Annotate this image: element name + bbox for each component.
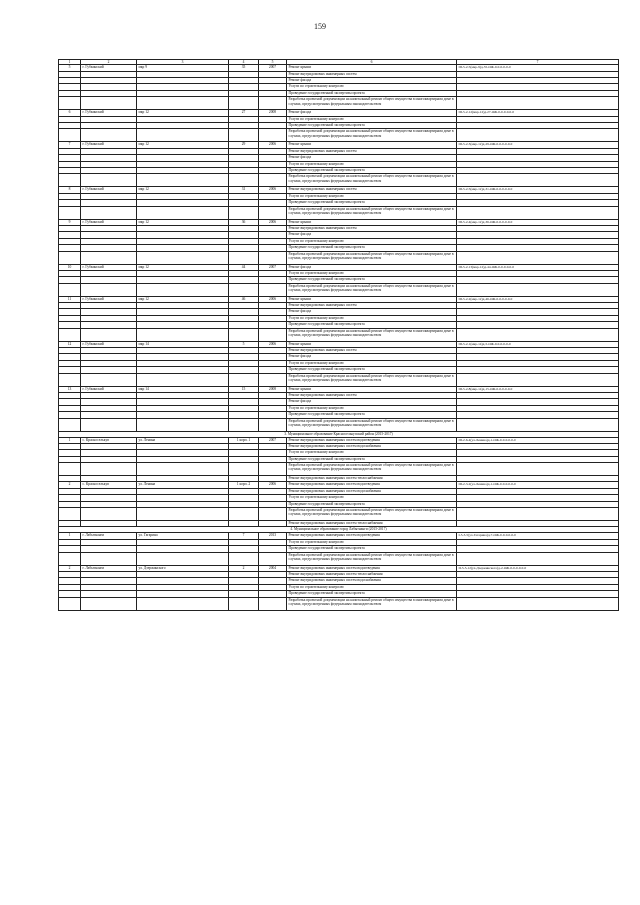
year-cell: 2004 [259, 565, 287, 571]
work-type-cell: Ремонт внутридомовых инженерных систем [287, 392, 457, 398]
street-cell: мкр 12 [137, 142, 229, 148]
work-type-cell: Ремонт внутридомовых инженерных систем водоснабжения [287, 578, 457, 584]
row-number: 13 [59, 386, 81, 392]
object-code-cell: III-5-2-4(мкр-12)д-36-ОЖ-0-0-0-0-0-0 [457, 219, 619, 225]
work-type-cell: Ремонт внутридомовых инженерных систем теплоснабжения [287, 521, 457, 527]
object-code-cell: III-5-2-1(мкр-14)д-5-ОЖ-0-0-0-0-0-0 [457, 341, 619, 347]
row-number: 2 [59, 565, 81, 571]
street-cell [137, 251, 229, 264]
house-cell [229, 328, 259, 341]
capital-repair-table [58, 59, 619, 611]
work-type-cell: Ремонт внутридомовых инженерных систем водоснабжения [287, 443, 457, 449]
work-type-cell: Ремонт внутридомовых инженерных систем теплоснабжения [287, 572, 457, 578]
work-type-cell: Разработка проектной документации на капитальный ремонт общего имущества в многоквартирном доме в случаях, предусмотренных федеральным законодательством [287, 283, 457, 296]
city-cell [81, 174, 137, 187]
section-title: 4. Муниципальное образование город Лабытнанги (2015-2017) [59, 527, 619, 533]
row-number [59, 328, 81, 341]
row-number [59, 508, 81, 521]
work-type-cell: Ремонт фасада [287, 264, 457, 270]
work-type-cell: Проведение государственной экспертизы проекта [287, 367, 457, 373]
work-type-cell: Разработка проектной документации на капитальный ремонт общего имущества в многоквартирном доме в случаях, предусмотренных федеральным законодательством [287, 174, 457, 187]
city-cell: г. Губкинский [81, 219, 137, 225]
page-number: 159 [314, 22, 326, 31]
year-cell: 2006 [259, 219, 287, 225]
street-cell: мкр 14 [137, 386, 229, 392]
city-cell: г. Лабытнанги [81, 533, 137, 539]
house-cell [229, 373, 259, 386]
city-cell [81, 251, 137, 264]
street-cell [137, 418, 229, 431]
building-number: корп. 1 [239, 437, 251, 442]
header-cell: 2 [81, 60, 137, 65]
house-number: 44 [241, 264, 246, 269]
house-number: 27 [241, 110, 246, 115]
year-cell: 2008 [259, 386, 287, 392]
year-cell: 2006 [259, 482, 287, 488]
house-cell [229, 283, 259, 296]
house-number: 5 [242, 341, 245, 346]
city-cell [81, 206, 137, 219]
work-type-cell: Ремонт внутридомовых инженерных систем [287, 148, 457, 154]
table-row [59, 508, 619, 521]
row-number [59, 418, 81, 431]
table-row [59, 283, 619, 296]
city-cell: г. Лабытнанги [81, 565, 137, 571]
year-cell: 2006 [259, 296, 287, 302]
house-cell [229, 97, 259, 110]
city-cell: г. Губкинский [81, 296, 137, 302]
object-code-cell [457, 129, 619, 142]
row-number: 12 [59, 341, 81, 347]
row-number: 7 [59, 142, 81, 148]
work-type-cell: Услуги по строительному контролю [287, 584, 457, 590]
house-cell [229, 129, 259, 142]
row-number: 11 [59, 296, 81, 302]
table-row [59, 97, 619, 110]
street-cell [137, 463, 229, 476]
year-cell [259, 251, 287, 264]
work-type-cell: Разработка проектной документации на капитальный ремонт общего имущества в многоквартирном доме в случаях, предусмотренных федеральным законодательством [287, 206, 457, 219]
work-type-cell: Услуги по строительному контролю [287, 360, 457, 366]
work-type-cell: Разработка проектной документации на капитальный ремонт общего имущества в многоквартирном доме в случаях, предусмотренных федеральным законодательством [287, 373, 457, 386]
work-type-cell: Разработка проектной документации на капитальный ремонт общего имущества в многоквартирном доме в случаях, предусмотренных федеральным законодательством [287, 97, 457, 110]
object-code-cell [457, 418, 619, 431]
work-type-cell: Ремонт внутридомовых инженерных систем водоотведения [287, 482, 457, 488]
street-cell [137, 552, 229, 565]
object-code-cell: II-5-5-12(ул-Дзержинского)д-2-ОЖ-0-0-0-0-0-0 [457, 565, 619, 571]
row-number [59, 129, 81, 142]
row-number: 1 [59, 533, 81, 539]
city-cell: с. Красноселькуп [81, 482, 137, 488]
work-type-cell: Ремонт внутридомовых инженерных систем [287, 303, 457, 309]
year-cell [259, 373, 287, 386]
work-type-cell: Ремонт крыши [287, 65, 457, 71]
header-cell: 3 [137, 60, 229, 65]
work-type-cell: Услуги по строительному контролю [287, 270, 457, 276]
street-cell: мкр 14 [137, 341, 229, 347]
object-code-cell: III-2-6-4(ул-Ленина)д-1-ОЖ-0-0-0-0-0-0 [457, 437, 619, 443]
row-number: 9 [59, 219, 81, 225]
street-cell [137, 129, 229, 142]
street-cell [137, 597, 229, 610]
object-code-cell [457, 552, 619, 565]
table-row [59, 206, 619, 219]
house-cell [229, 206, 259, 219]
city-cell [81, 508, 137, 521]
object-code-cell [457, 283, 619, 296]
house-number: 1 [236, 437, 239, 442]
work-type-cell: Разработка проектной документации на капитальный ремонт общего имущества в многоквартирном доме в случаях, предусмотренных федеральным законодательством [287, 418, 457, 431]
work-type-cell: Проведение государственной экспертизы проекта [287, 591, 457, 597]
city-cell [81, 283, 137, 296]
work-type-cell: Ремонт внутридомовых инженерных систем водоотведения [287, 533, 457, 539]
year-cell [259, 597, 287, 610]
row-number: 10 [59, 264, 81, 270]
street-cell: ул. Гагарина [137, 533, 229, 539]
street-cell: мкр 12 [137, 110, 229, 116]
house-number: 29 [241, 142, 246, 147]
house-cell [229, 251, 259, 264]
city-cell [81, 597, 137, 610]
work-type-cell: Услуги по строительному контролю [287, 84, 457, 90]
city-cell: г. Губкинский [81, 386, 137, 392]
table-row [59, 328, 619, 341]
row-number [59, 251, 81, 264]
house-cell [229, 597, 259, 610]
year-cell [259, 463, 287, 476]
row-number: 6 [59, 110, 81, 116]
house-number: 35 [241, 65, 246, 70]
work-type-cell: Услуги по строительному контролю [287, 450, 457, 456]
table-row [59, 597, 619, 610]
work-type-cell: Ремонт фасада [287, 78, 457, 84]
city-cell [81, 552, 137, 565]
city-cell: г. Губкинский [81, 187, 137, 193]
work-type-cell: Ремонт крыши [287, 386, 457, 392]
work-type-cell: Проведение государственной экспертизы проекта [287, 322, 457, 328]
work-type-cell: Разработка проектной документации на капитальный ремонт общего имущества в многоквартирном доме в случаях, предусмотренных федеральным законодательством [287, 129, 457, 142]
work-type-cell: Ремонт фасада [287, 155, 457, 161]
header-cell: 4 [229, 60, 259, 65]
row-number: 5 [59, 65, 81, 71]
object-code-cell: III-2-3-2(ул-Ленина)д-1-ОЖ-0-0-0-0-0-0 [457, 482, 619, 488]
row-number: 1 [59, 437, 81, 443]
row-number [59, 373, 81, 386]
row-number [59, 552, 81, 565]
work-type-cell: Ремонт крыши [287, 296, 457, 302]
object-code-cell: III-5-2-8(мкр-14)д-15-ОЖ-0-0-0-0-0-0 [457, 386, 619, 392]
house-cell [229, 552, 259, 565]
city-cell [81, 373, 137, 386]
work-type-cell: Услуги по строительному контролю [287, 193, 457, 199]
object-code-cell [457, 251, 619, 264]
street-cell: мкр 12 [137, 296, 229, 302]
city-cell [81, 328, 137, 341]
work-type-cell: Услуги по строительному контролю [287, 539, 457, 545]
work-type-cell: Ремонт внутридомовых инженерных систем [287, 348, 457, 354]
street-cell: мкр 12 [137, 219, 229, 225]
street-cell [137, 373, 229, 386]
work-type-cell: Проведение государственной экспертизы проекта [287, 546, 457, 552]
house-number: 15 [241, 386, 246, 391]
table-row [59, 373, 619, 386]
work-type-cell: Проведение государственной экспертизы проекта [287, 245, 457, 251]
work-type-cell: Разработка проектной документации на капитальный ремонт общего имущества в многоквартирном доме в случаях, предусмотренных федеральным законодательством [287, 552, 457, 565]
city-cell: г. Губкинский [81, 65, 137, 71]
street-cell [137, 206, 229, 219]
city-cell [81, 129, 137, 142]
object-code-cell [457, 97, 619, 110]
work-type-cell: Ремонт внутридомовых инженерных систем теплоснабжения [287, 476, 457, 482]
year-cell [259, 418, 287, 431]
object-code-cell [457, 463, 619, 476]
object-code-cell: III-5-2-2(мкр-12)д-46-ОЖ-0-0-0-0-0-0 [457, 296, 619, 302]
year-cell [259, 97, 287, 110]
work-type-cell: Услуги по строительному контролю [287, 495, 457, 501]
row-number [59, 97, 81, 110]
table-row [59, 129, 619, 142]
year-cell: 2006 [259, 187, 287, 193]
street-cell: мкр 12 [137, 187, 229, 193]
street-cell [137, 97, 229, 110]
house-number: 46 [241, 296, 246, 301]
object-code-cell: III-5-2-5(мкр-9)д-35-ОЖ-0-0-0-0-0-0 [457, 65, 619, 71]
house-cell [229, 418, 259, 431]
year-cell [259, 508, 287, 521]
work-type-cell: Ремонт фасада [287, 110, 457, 116]
work-type-cell: Разработка проектной документации на капитальный ремонт общего имущества в многоквартирном доме в случаях, предусмотренных федеральным законодательством [287, 597, 457, 610]
street-cell: мкр 9 [137, 65, 229, 71]
building-number: корп. 2 [239, 482, 251, 487]
object-code-cell: III-5-2-3(мкр-12)д-29-ОЖ-0-0-0-0-0-0 [457, 142, 619, 148]
year-cell [259, 328, 287, 341]
table-row [59, 552, 619, 565]
year-cell: 2006 [259, 341, 287, 347]
work-type-cell: Разработка проектной документации на капитальный ремонт общего имущества в многоквартирном доме в случаях, предусмотренных федеральным законодательством [287, 328, 457, 341]
year-cell: 2006 [259, 142, 287, 148]
city-cell: г. Губкинский [81, 110, 137, 116]
year-cell: 2007 [259, 65, 287, 71]
row-number: 2 [59, 482, 81, 488]
work-type-cell: Ремонт внутридомовых инженерных систем водоотведения [287, 565, 457, 571]
row-number [59, 597, 81, 610]
object-code-cell: III-5-2-12(мкр-12)д-27-ОЖ-0-0-0-0-0-0 [457, 110, 619, 116]
house-number: 31 [241, 187, 246, 192]
table-row [59, 174, 619, 187]
work-type-cell: Ремонт внутридомовых инженерных систем водоотведения [287, 437, 457, 443]
work-type-cell: Ремонт крыши [287, 341, 457, 347]
year-cell [259, 174, 287, 187]
year-cell [259, 283, 287, 296]
work-type-cell: Ремонт крыши [287, 219, 457, 225]
work-type-cell: Услуги по строительному контролю [287, 405, 457, 411]
city-cell: с. Красноселькуп [81, 437, 137, 443]
city-cell: г. Губкинский [81, 341, 137, 347]
year-cell: 2007 [259, 437, 287, 443]
house-number: 2 [242, 565, 245, 570]
work-type-cell: Услуги по строительному контролю [287, 315, 457, 321]
work-type-cell: Ремонт внутридомовых инженерных систем водоснабжения [287, 488, 457, 494]
work-type-cell: Разработка проектной документации на капитальный ремонт общего имущества в многоквартирном доме в случаях, предусмотренных федеральным законодательством [287, 251, 457, 264]
work-type-cell: Разработка проектной документации на капитальный ремонт общего имущества в многоквартирном доме в случаях, предусмотренных федеральным законодательством [287, 463, 457, 476]
city-cell: г. Губкинский [81, 142, 137, 148]
work-type-cell: Ремонт фасада [287, 399, 457, 405]
work-type-cell: Проведение государственной экспертизы проекта [287, 90, 457, 96]
work-type-cell: Ремонт внутридомовых инженерных систем [287, 71, 457, 77]
row-number [59, 463, 81, 476]
city-cell [81, 418, 137, 431]
object-code-cell [457, 206, 619, 219]
work-type-cell: Проведение государственной экспертизы проекта [287, 412, 457, 418]
table-row [59, 418, 619, 431]
street-cell [137, 174, 229, 187]
year-cell [259, 206, 287, 219]
house-number: 36 [241, 219, 246, 224]
header-cell: 6 [287, 60, 457, 65]
work-type-cell: Проведение государственной экспертизы проекта [287, 501, 457, 507]
work-type-cell: Ремонт фасада [287, 309, 457, 315]
year-cell: 2007 [259, 264, 287, 270]
street-cell: ул. Ленина [137, 482, 229, 488]
header-cell: 5 [259, 60, 287, 65]
work-type-cell: Проведение государственной экспертизы проекта [287, 277, 457, 283]
work-type-cell: Разработка проектной документации на капитальный ремонт общего имущества в многоквартирном доме в случаях, предусмотренных федеральным законодательством [287, 508, 457, 521]
work-type-cell: Услуги по строительному контролю [287, 161, 457, 167]
house-number: 7 [242, 533, 245, 538]
street-cell: ул. Дзержинского [137, 565, 229, 571]
street-cell [137, 508, 229, 521]
work-type-cell: Ремонт крыши [287, 142, 457, 148]
header-cell: 7 [457, 60, 619, 65]
street-cell [137, 328, 229, 341]
row-number: 8 [59, 187, 81, 193]
work-type-cell: Ремонт внутридомовых инженерных систем [287, 187, 457, 193]
city-cell [81, 463, 137, 476]
object-code-cell: III-5-2-13(мкр-12)д-44-ОЖ-0-0-0-0-0-0 [457, 264, 619, 270]
object-code-cell [457, 373, 619, 386]
house-cell [229, 463, 259, 476]
row-number [59, 174, 81, 187]
object-code-cell: III-5-2-5(мкр-12)д-31-ОЖ-0-0-0-0-0-0 [457, 187, 619, 193]
house-number: 1 [236, 482, 239, 487]
year-cell [259, 129, 287, 142]
object-code-cell [457, 328, 619, 341]
house-cell [229, 174, 259, 187]
street-cell [137, 283, 229, 296]
city-cell: г. Губкинский [81, 264, 137, 270]
year-cell [259, 552, 287, 565]
work-type-cell: Услуги по строительному контролю [287, 116, 457, 122]
work-type-cell: Проведение государственной экспертизы проекта [287, 123, 457, 129]
object-code-cell: I-5-3-5(ул-Гагарина)д-7-ОЖ-0-0-0-0-0-0 [457, 533, 619, 539]
house-cell [229, 508, 259, 521]
street-cell: мкр 12 [137, 264, 229, 270]
work-type-cell: Ремонт фасада [287, 232, 457, 238]
row-number [59, 283, 81, 296]
object-code-cell [457, 174, 619, 187]
work-type-cell: Услуги по строительному контролю [287, 238, 457, 244]
work-type-cell: Проведение государственной экспертизы проекта [287, 167, 457, 173]
street-cell: ул. Ленина [137, 437, 229, 443]
object-code-cell [457, 597, 619, 610]
object-code-cell [457, 508, 619, 521]
work-type-cell: Ремонт фасада [287, 354, 457, 360]
section-title: 3. Муниципальное образование Красноселькупский район (2015-2017) [59, 431, 619, 437]
work-type-cell: Проведение государственной экспертизы проекта [287, 456, 457, 462]
year-cell: 2008 [259, 110, 287, 116]
work-type-cell: Проведение государственной экспертизы проекта [287, 200, 457, 206]
city-cell [81, 97, 137, 110]
year-cell: 2013 [259, 533, 287, 539]
table-row [59, 251, 619, 264]
header-cell: 1 [59, 60, 81, 65]
table-row [59, 463, 619, 476]
row-number [59, 206, 81, 219]
work-type-cell: Ремонт внутридомовых инженерных систем [287, 225, 457, 231]
